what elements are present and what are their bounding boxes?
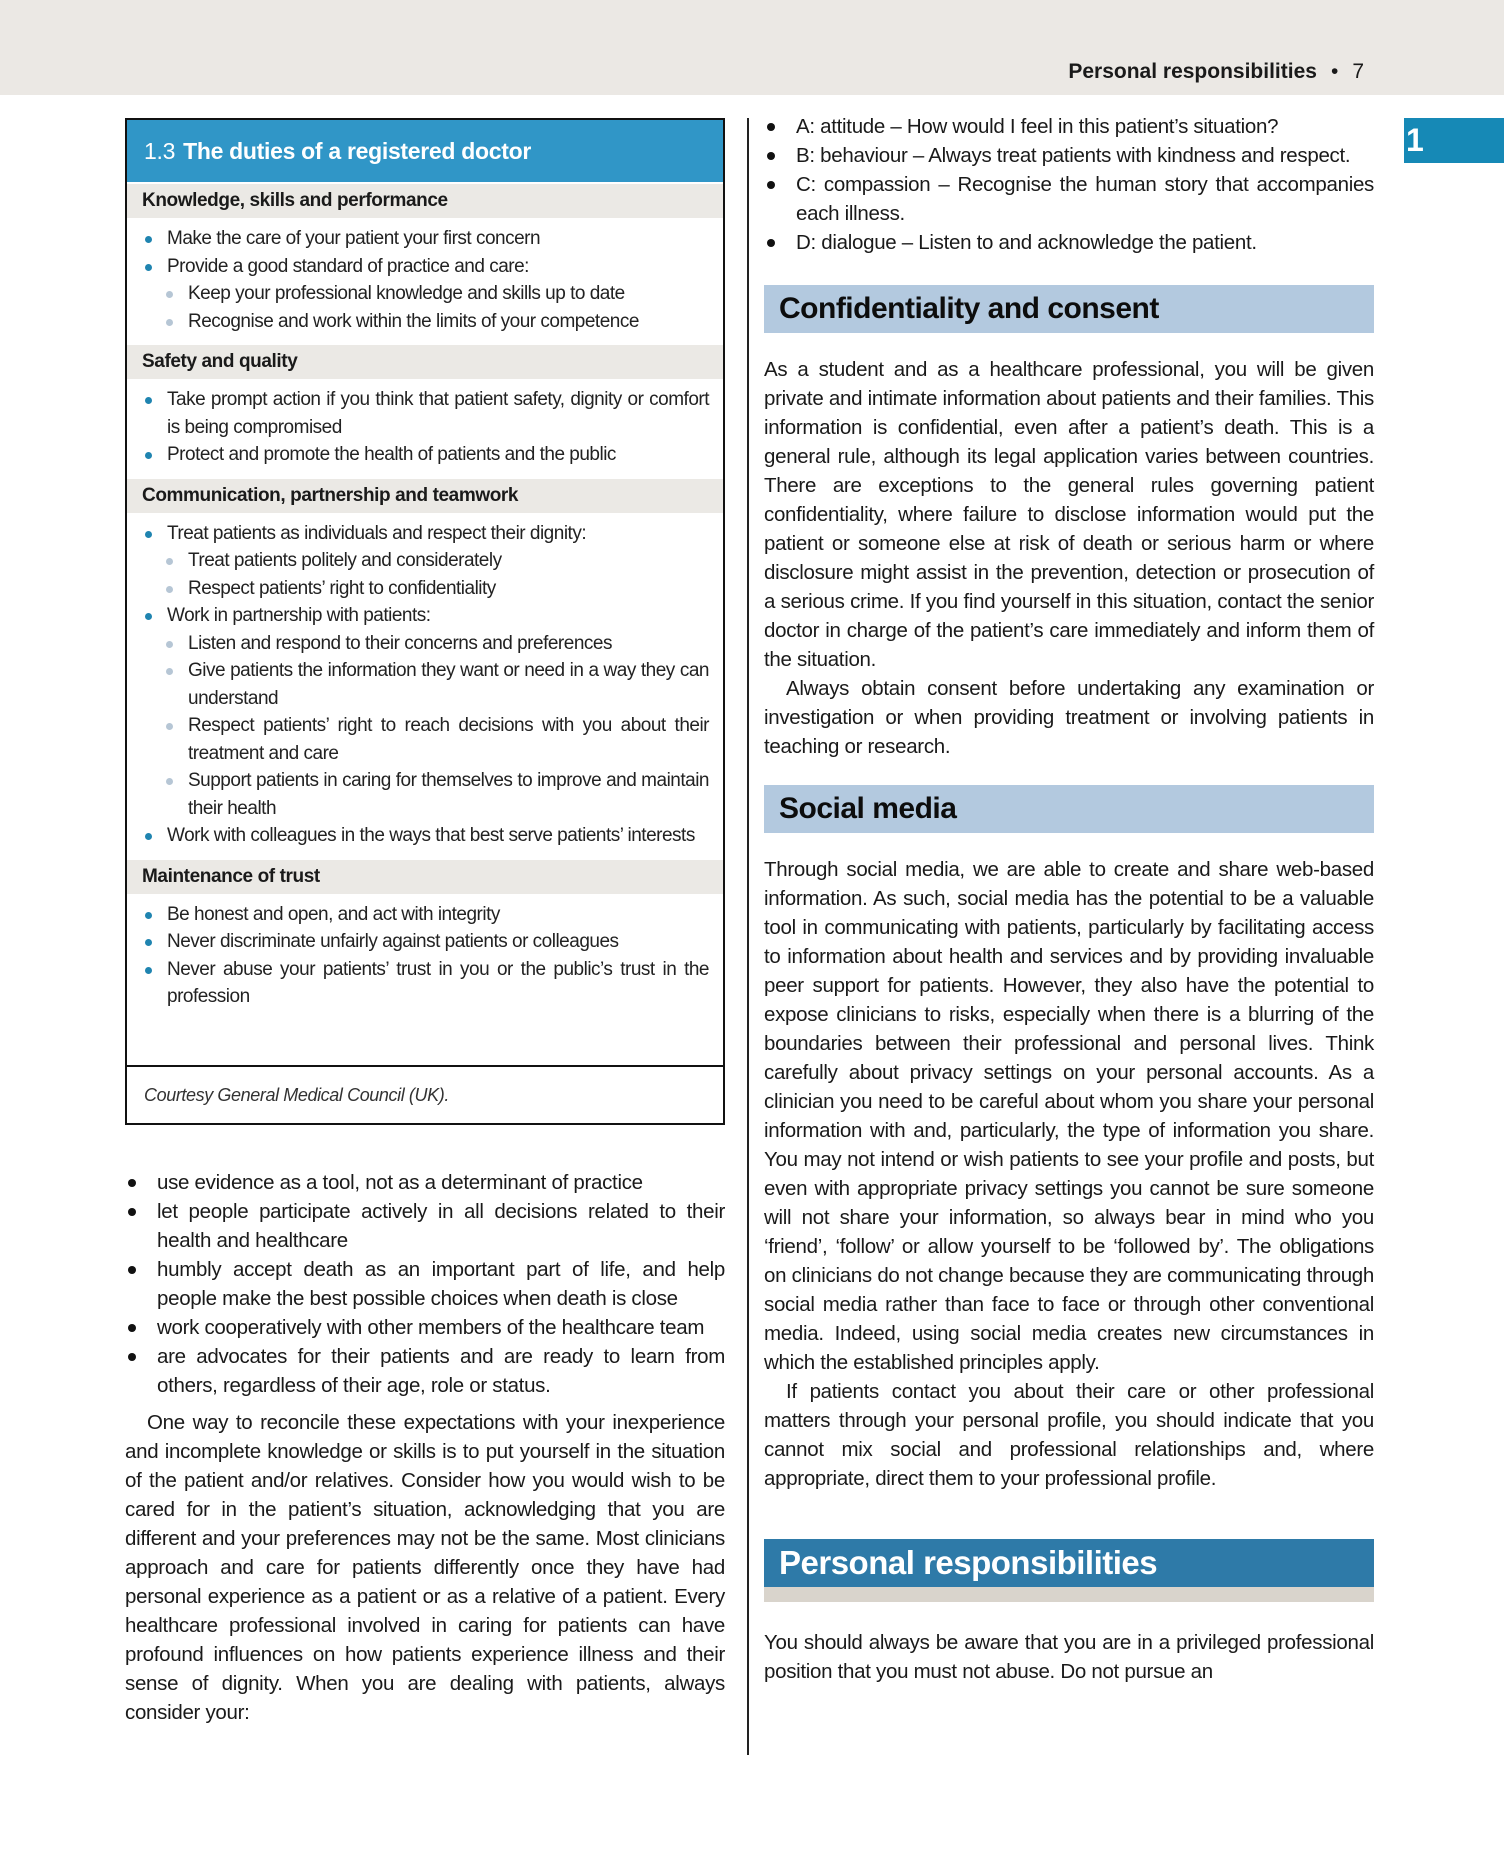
box-item: Make the care of your patient your first concern <box>142 225 709 253</box>
left-bullet-list <box>125 1168 725 1400</box>
box-subitem: Treat patients politely and considerately <box>142 547 709 575</box>
box-item: Be honest and open, and act with integrity <box>142 901 709 929</box>
box-subheading: Maintenance of trust <box>127 860 723 894</box>
box-subheading: Knowledge, skills and performance <box>127 184 723 218</box>
box-number: 1.3 <box>144 138 176 164</box>
chapter-tab <box>1404 118 1504 163</box>
box-sections <box>127 184 723 1019</box>
box-subitem: Recognise and work within the limits of your competence <box>142 308 709 336</box>
abcd-bullet-list <box>764 112 1374 257</box>
social-media-paragraph-1: Through social media, we are able to create and share web-based information. As such, social media has the potential to be a valuable tool in communicating with patients, particularly by facilitating access to information about health and services and by providing invaluable peer support for patients. However, they also have the potential to expose clinicians to risks, especially when there is a blurring of the boundaries between their professional and personal lives. Think carefully about privacy settings on your personal accounts. As a clinician you need to be careful about whom you share your personal information with and, particularly, the type of information you share. You may not intend or wish patients to see your profile and posts, but even with appropriate privacy settings you cannot be sure someone will not share your information, so always bear in mind who you ‘friend’, ‘follow’ or allow yourself to be ‘followed by’. The obligations on clinicians do not change because they are communicating through social media rather than face to face or through other conventional media. Indeed, using social media creates new circumstances in which the established principles apply. <box>764 858 1374 1374</box>
page-number: 7 <box>1352 60 1364 83</box>
box-subitem: Keep your professional knowledge and skills up to date <box>142 280 709 308</box>
box-item: Take prompt action if you think that patient safety, dignity or comfort is being compromised <box>142 386 709 441</box>
abcd-bullet-item: B: behaviour – Always treat patients with kindness and respect. <box>764 141 1374 170</box>
box-title-text: The duties of a registered doctor <box>183 138 532 164</box>
confidentiality-paragraph-1: As a student and as a healthcare professional, you will be given private and intimate information about patients and their families. This information is confidential, even after a patient’s death. This is a general rule, although its legal application varies between countries. There are exceptions to the general rules governing patient confidentiality, where failure to disclose information would put the patient or someone else at risk of death or serious harm or where disclosure might assist in the prevention, detection or prosecution of a serious crime. If you find yourself in this situation, contact the senior doctor in charge of the patient’s care immediately and inform them of the situation. <box>764 358 1374 671</box>
section-heading-social-media: Social media <box>764 785 1374 833</box>
social-media-paragraph-2: If patients contact you about their care or other professional matters through your personal profile, you should indicate that you cannot mix social and professional relationships and, where appropriate, direct them to your professional profile. <box>764 1380 1374 1490</box>
personal-paragraph: You should always be aware that you are in a privileged professional position that you must not abuse. Do not pursue an <box>764 1631 1374 1683</box>
chapter-number: 1 <box>1406 122 1424 158</box>
box-item: Treat patients as individuals and respect their dignity: <box>142 520 709 548</box>
left-bullet-item: let people participate actively in all decisions related to their health and healthcare <box>125 1197 725 1255</box>
right-column <box>764 112 1374 1686</box>
box-item: Work with colleagues in the ways that best serve patients’ interests <box>142 822 709 850</box>
abcd-bullet-item: D: dialogue – Listen to and acknowledge the patient. <box>764 228 1374 257</box>
abcd-bullet-item: A: attitude – How would I feel in this patient’s situation? <box>764 112 1374 141</box>
section-heading-strip <box>764 1587 1374 1602</box>
left-bullet-item: humbly accept death as an important part of life, and help people make the best possible choices when death is close <box>125 1255 725 1313</box>
duties-box <box>125 118 725 1125</box>
box-item: Protect and promote the health of patients and the public <box>142 441 709 469</box>
box-subheading: Safety and quality <box>127 345 723 379</box>
box-subitem: Support patients in caring for themselves to improve and maintain their health <box>142 767 709 822</box>
confidentiality-paragraph-2: Always obtain consent before undertaking any examination or investigation or when providing treatment or involving patients in teaching or research. <box>764 677 1374 758</box>
left-bullet-item: work cooperatively with other members of the healthcare team <box>125 1313 725 1342</box>
column-divider <box>747 118 749 1755</box>
running-head <box>1068 60 1364 84</box>
left-bullet-item: use evidence as a tool, not as a determinant of practice <box>125 1168 725 1197</box>
box-item-list <box>127 513 723 858</box>
box-item: Never abuse your patients’ trust in you or the public’s trust in the profession <box>142 956 709 1011</box>
box-subitem: Give patients the information they want or need in a way they can understand <box>142 657 709 712</box>
abcd-bullet-item: C: compassion – Recognise the human story that accompanies each illness. <box>764 170 1374 228</box>
section-heading-confidentiality: Confidentiality and consent <box>764 285 1374 333</box>
box-item: Provide a good standard of practice and care: <box>142 253 709 281</box>
box-subheading: Communication, partnership and teamwork <box>127 479 723 513</box>
left-bullet-item: are advocates for their patients and are ready to learn from others, regardless of their age, role or status. <box>125 1342 725 1400</box>
box-subitem: Respect patients’ right to reach decisions with you about their treatment and care <box>142 712 709 767</box>
box-item-list <box>127 379 723 477</box>
box-footer: Courtesy General Medical Council (UK). <box>127 1065 723 1123</box>
box-subitem: Respect patients’ right to confidentiality <box>142 575 709 603</box>
running-head-separator: • <box>1330 60 1339 83</box>
left-paragraph: One way to reconcile these expectations with your inexperience and incomplete knowledge or skills is to put yourself in the situation of the patient and/or relatives. Consider how you would wish to be cared for in the patient’s situation, acknowledging that you are different and your preferences may not be the same. Most clinicians approach and care for patients differently once they have had personal experience as a patient or as a relative of a patient. Every healthcare professional involved in caring for patients can have profound influences on how patients experience illness and their sense of dignity. When you are dealing with patients, always consider your: <box>125 1411 725 1724</box>
section-heading-personal-responsibilities: Personal responsibilities <box>764 1539 1374 1587</box>
running-head-title: Personal responsibilities <box>1068 60 1317 83</box>
box-item-list <box>127 894 723 1019</box>
box-item-list <box>127 218 723 343</box>
box-item: Never discriminate unfairly against patients or colleagues <box>142 928 709 956</box>
box-subitem: Listen and respond to their concerns and preferences <box>142 630 709 658</box>
box-title <box>127 120 723 182</box>
left-column <box>125 1168 725 1727</box>
box-item: Work in partnership with patients: <box>142 602 709 630</box>
